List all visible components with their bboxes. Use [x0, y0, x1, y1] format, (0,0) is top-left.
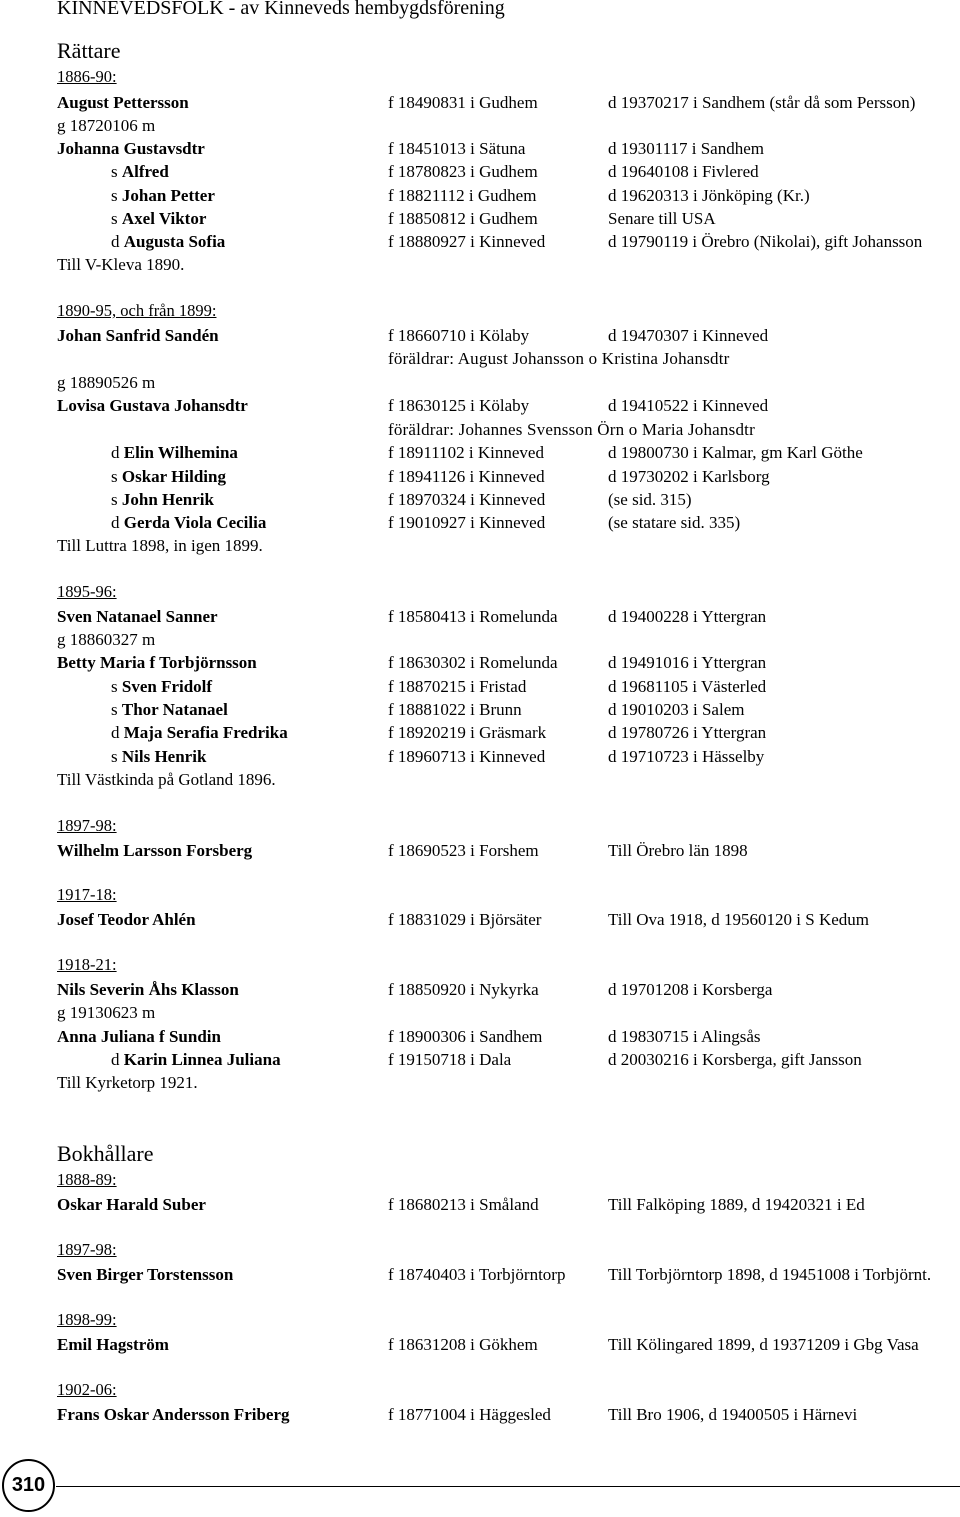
birth-info: f 18631208 i Gökhem: [388, 1335, 538, 1354]
child-row: [0, 675, 960, 698]
relation-prefix: d: [111, 513, 120, 532]
death-info: d 19830715 i Alingsås: [608, 1027, 761, 1046]
person-row: [0, 1263, 960, 1286]
relation-prefix: s: [111, 467, 118, 486]
marriage-row: [0, 628, 960, 651]
period-heading: 1917-18:: [57, 885, 117, 904]
birth-info: f 18880927 i Kinneved: [388, 232, 546, 251]
death-info: (se sid. 315): [608, 490, 692, 509]
section-title-rattare: Rättare: [57, 38, 121, 63]
relation-prefix: s: [111, 209, 118, 228]
person-name: Nils Severin Åhs Klasson: [57, 980, 239, 999]
death-info: d 19491016 i Yttergran: [608, 653, 767, 672]
relation-prefix: s: [111, 490, 118, 509]
person-row: [0, 839, 960, 862]
death-info: d 19400228 i Yttergran: [608, 607, 767, 626]
birth-info: f 18850920 i Nykyrka: [388, 980, 539, 999]
person-row: [0, 394, 960, 417]
birth-info: f 18690523 i Forshem: [388, 841, 539, 860]
death-info: d 20030216 i Korsberga, gift Jansson: [608, 1050, 862, 1069]
person-name: Frans Oskar Andersson Friberg: [57, 1405, 290, 1424]
relation-prefix: s: [111, 186, 118, 205]
death-info: d 19370217 i Sandhem (står då som Persson): [608, 93, 916, 112]
child-given-names: Maja Serafia Fredrika: [123, 723, 288, 742]
birth-info: f 18780823 i Gudhem: [388, 162, 538, 181]
child-name: [111, 698, 228, 721]
relation-prefix: s: [111, 162, 118, 181]
person-name: August Pettersson: [57, 93, 189, 112]
birth-info: f 18911102 i Kinneved: [388, 443, 544, 462]
moved-note: Till Västkinda på Gotland 1896.: [57, 770, 276, 789]
birth-info: f 18821112 i Gudhem: [388, 186, 537, 205]
birth-info: f 18660710 i Kölaby: [388, 326, 530, 345]
marriage-row: [0, 371, 960, 394]
birth-info: f 19150718 i Dala: [388, 1050, 512, 1069]
period-heading: 1886-90:: [57, 67, 117, 86]
child-name: [111, 230, 225, 253]
child-given-names: Karin Linnea Juliana: [123, 1050, 281, 1069]
person-row: [0, 605, 960, 628]
person-row: [0, 1193, 960, 1216]
moved-note: Till Kyrketorp 1921.: [57, 1073, 198, 1092]
birth-info: f 18630125 i Kölaby: [388, 396, 530, 415]
child-name: [111, 745, 206, 768]
birth-info: f 18630302 i Romelunda: [388, 653, 558, 672]
death-info: d 19410522 i Kinneved: [608, 396, 769, 415]
person-row: [0, 908, 960, 931]
page-number-badge: 310: [2, 1459, 55, 1512]
period-heading: 1897-98:: [57, 816, 117, 835]
moved-note: Till Luttra 1898, in igen 1899.: [57, 536, 263, 555]
person-name: Emil Hagström: [57, 1335, 169, 1354]
child-row: [0, 721, 960, 744]
child-name: [111, 511, 266, 534]
marriage-info: g 19130623 m: [57, 1003, 156, 1022]
period-heading: 1890-95, och från 1899:: [57, 301, 217, 320]
birth-info: f 18850812 i Gudhem: [388, 209, 538, 228]
child-row: [0, 207, 960, 230]
page-header: KINNEVEDSFOLK - av Kinneveds hembygdsförening: [57, 0, 505, 19]
relation-prefix: s: [111, 677, 118, 696]
child-given-names: John Henrik: [121, 490, 214, 509]
child-row: [0, 511, 960, 534]
child-given-names: Alfred: [121, 162, 169, 181]
birth-info: f 18920219 i Gräsmark: [388, 723, 547, 742]
child-name: [111, 1048, 281, 1071]
death-info: Till Bro 1906, d 19400505 i Härnevi: [608, 1405, 858, 1424]
child-given-names: Augusta Sofia: [123, 232, 226, 251]
death-info: d 19681105 i Västerled: [608, 677, 767, 696]
death-info: d 19780726 i Yttergran: [608, 723, 767, 742]
period-heading: 1897-98:: [57, 1240, 117, 1259]
death-info: d 19010203 i Salem: [608, 700, 745, 719]
death-info: Till Kölingared 1899, d 19371209 i Gbg Vasa: [608, 1335, 919, 1354]
child-row: [0, 1048, 960, 1071]
person-name: Johanna Gustavsdtr: [57, 139, 205, 158]
child-name: [111, 675, 212, 698]
person-row: [0, 978, 960, 1001]
relation-prefix: d: [111, 232, 120, 251]
relation-prefix: d: [111, 443, 120, 462]
relation-prefix: s: [111, 747, 118, 766]
person-row: [0, 1333, 960, 1356]
person-row: [0, 137, 960, 160]
child-given-names: Nils Henrik: [121, 747, 207, 766]
death-info: d 19301117 i Sandhem: [608, 139, 764, 158]
marriage-info: g 18720106 m: [57, 116, 156, 135]
birth-info: f 18451013 i Sätuna: [388, 139, 526, 158]
death-info: Till Falköping 1889, d 19420321 i Ed: [608, 1195, 865, 1214]
period-heading: 1898-99:: [57, 1310, 117, 1329]
child-row: [0, 488, 960, 511]
child-name: [111, 465, 226, 488]
relation-prefix: d: [111, 723, 120, 742]
child-given-names: Oskar Hilding: [121, 467, 226, 486]
marriage-row: [0, 114, 960, 137]
birth-info: f 18960713 i Kinneved: [388, 747, 546, 766]
person-name: Sven Birger Torstensson: [57, 1265, 234, 1284]
birth-info: f 18941126 i Kinneved: [388, 467, 545, 486]
death-info: d 19701208 i Korsberga: [608, 980, 773, 999]
birth-info: f 18881022 i Brunn: [388, 700, 522, 719]
parents-note: föräldrar: August Johansson o Kristina Johansdtr: [388, 349, 730, 368]
child-name: [111, 184, 215, 207]
period-heading: 1902-06:: [57, 1380, 117, 1399]
relation-prefix: s: [111, 700, 118, 719]
marriage-row: [0, 1001, 960, 1024]
death-info: Senare till USA: [608, 209, 716, 228]
person-name: Wilhelm Larsson Forsberg: [57, 841, 253, 860]
person-row: [0, 324, 960, 347]
birth-info: f 18490831 i Gudhem: [388, 93, 538, 112]
child-name: [111, 207, 206, 230]
relation-prefix: d: [111, 1050, 120, 1069]
death-info: (se statare sid. 335): [608, 513, 741, 532]
child-row: [0, 160, 960, 183]
death-info: d 19730202 i Karlsborg: [608, 467, 770, 486]
child-row: [0, 745, 960, 768]
child-given-names: Johan Petter: [121, 186, 215, 205]
child-given-names: Elin Wilhemina: [123, 443, 238, 462]
period-heading: 1895-96:: [57, 582, 117, 601]
person-name: Johan Sanfrid Sandén: [57, 326, 219, 345]
period-heading: 1888-89:: [57, 1170, 117, 1189]
child-name: [111, 721, 288, 744]
child-given-names: Axel Viktor: [121, 209, 207, 228]
child-row: [0, 465, 960, 488]
person-name: Lovisa Gustava Johansdtr: [57, 396, 248, 415]
person-name: Betty Maria f Torbjörnsson: [57, 653, 257, 672]
death-info: Till Torbjörntorp 1898, d 19451008 i Torbjörnt.: [608, 1265, 932, 1284]
death-info: d 19470307 i Kinneved: [608, 326, 769, 345]
child-row: [0, 184, 960, 207]
section-title-bokhallare: Bokhållare: [57, 1141, 154, 1166]
person-row: [0, 1403, 960, 1426]
person-name: Oskar Harald Suber: [57, 1195, 206, 1214]
birth-info: f 18870215 i Fristad: [388, 677, 527, 696]
moved-note: Till V-Kleva 1890.: [57, 255, 185, 274]
birth-info: f 18771004 i Häggesled: [388, 1405, 551, 1424]
birth-info: f 18900306 i Sandhem: [388, 1027, 543, 1046]
birth-info: f 18680213 i Småland: [388, 1195, 539, 1214]
birth-info: f 18740403 i Torbjörntorp: [388, 1265, 566, 1284]
marriage-info: g 18860327 m: [57, 630, 156, 649]
birth-info: f 18831029 i Björsäter: [388, 910, 542, 929]
child-name: [111, 488, 214, 511]
death-info: d 19800730 i Kalmar, gm Karl Göthe: [608, 443, 863, 462]
birth-info: f 18580413 i Romelunda: [388, 607, 558, 626]
person-row: [0, 1025, 960, 1048]
death-info: d 19620313 i Jönköping (Kr.): [608, 186, 810, 205]
child-name: [111, 160, 169, 183]
child-name: [111, 441, 238, 464]
death-info: Till Ova 1918, d 19560120 i S Kedum: [608, 910, 870, 929]
person-name: Josef Teodor Ahlén: [57, 910, 196, 929]
death-info: d 19710723 i Hässelby: [608, 747, 765, 766]
child-row: [0, 698, 960, 721]
child-row: [0, 441, 960, 464]
birth-info: f 19010927 i Kinneved: [388, 513, 546, 532]
child-given-names: Gerda Viola Cecilia: [123, 513, 267, 532]
parents-note: föräldrar: Johannes Svensson Örn o Maria Johansdtr: [388, 420, 755, 439]
person-name: Sven Natanael Sanner: [57, 607, 218, 626]
death-info: d 19640108 i Fivlered: [608, 162, 759, 181]
person-row: [0, 91, 960, 114]
death-info: Till Örebro län 1898: [608, 841, 748, 860]
death-info: d 19790119 i Örebro (Nikolai), gift Johansson: [608, 232, 923, 251]
footer-rule: [56, 1486, 960, 1487]
birth-info: f 18970324 i Kinneved: [388, 490, 546, 509]
person-row: [0, 651, 960, 674]
child-given-names: Sven Fridolf: [121, 677, 213, 696]
child-row: [0, 230, 960, 253]
marriage-info: g 18890526 m: [57, 373, 156, 392]
person-name: Anna Juliana f Sundin: [57, 1027, 221, 1046]
period-heading: 1918-21:: [57, 955, 117, 974]
child-given-names: Thor Natanael: [121, 700, 228, 719]
